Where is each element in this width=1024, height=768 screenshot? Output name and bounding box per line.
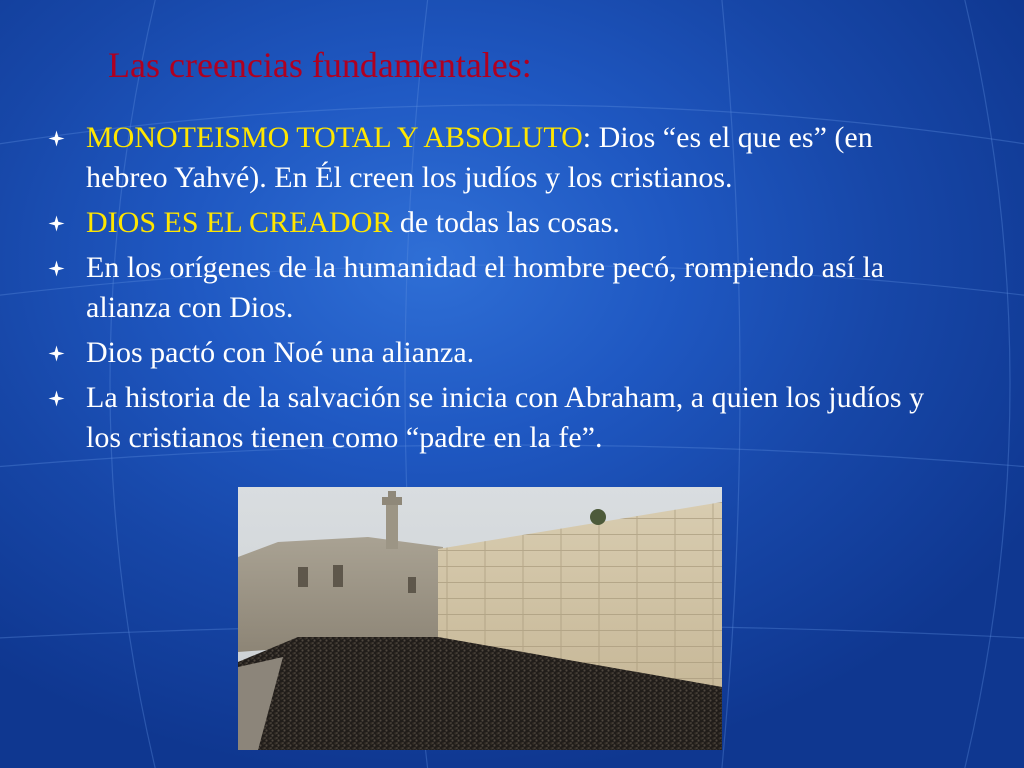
bullet-list — [48, 118, 948, 463]
bullet-highlight: MONOTEISMO TOTAL Y ABSOLUTO — [86, 121, 583, 154]
bullet-item — [48, 378, 948, 458]
diamond-bullet-icon — [48, 390, 65, 407]
bullet-highlight: DIOS ES EL CREADOR — [86, 206, 393, 239]
bullet-text: de todas las cosas. — [392, 206, 620, 239]
diamond-bullet-icon — [48, 345, 65, 362]
diamond-bullet-icon — [48, 215, 65, 232]
diamond-bullet-icon — [48, 130, 65, 147]
slide-title: Las creencias fundamentales: — [108, 45, 532, 85]
bullet-item — [48, 333, 948, 373]
bullet-item — [48, 118, 948, 198]
diamond-bullet-icon — [48, 260, 65, 277]
bullet-text: : Dios “es el que es” (en hebreo Yahvé). En Él creen los judíos y los cristianos. — [86, 121, 873, 194]
bullet-item — [48, 248, 948, 328]
bullet-text: En los orígenes de la humanidad el hombre pecó, rompiendo así la alianza con Dios. — [86, 251, 885, 324]
bullet-text: Dios pactó con Noé una alianza. — [86, 336, 475, 369]
western-wall-photo — [238, 487, 722, 750]
bullet-text: La historia de la salvación se inicia con Abraham, a quien los judíos y los cristianos tienen como “padre en la fe”. — [86, 381, 925, 454]
bullet-item — [48, 203, 948, 243]
